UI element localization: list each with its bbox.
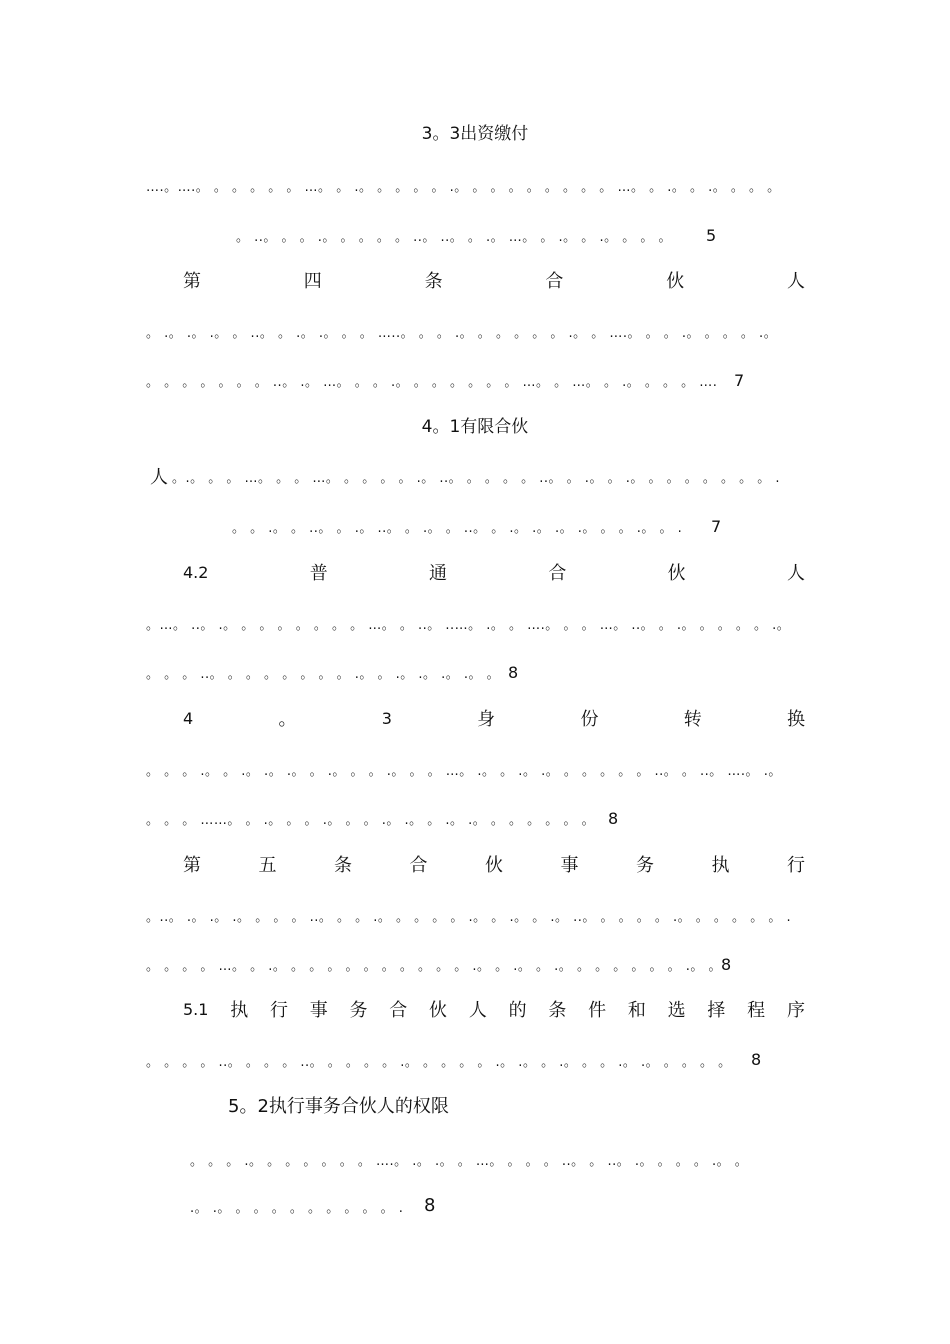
toc-title-char: 伙 [666, 271, 685, 292]
toc-title-char: 伙 [485, 855, 503, 876]
toc-title-char: 通 [429, 563, 448, 584]
toc-title-char: 条 [334, 855, 352, 876]
toc-title-char: 条 [548, 1000, 567, 1021]
toc-entry-title: 4。1有限合伙 [421, 417, 529, 437]
toc-title-char: 转 [683, 709, 702, 730]
toc-leader-dots: 。 。 。 ……。 。 .。 。 。 .。 。 。 .。 .。 。 .。 .。 。 。 。 。 。 。 [146, 813, 596, 828]
toc-leader-dots: 。 。 。 。 。 。 。 ..。 .。 …。 。 。 .。 。 。 。 。 。 。 …。 。 …。 。 .。 。 。 。 …. [146, 375, 718, 390]
toc-title-char: 人 [786, 271, 805, 292]
toc-title-char: 。 [278, 709, 297, 730]
toc-title-char: 第 [183, 271, 201, 292]
toc-title-char: 行 [787, 855, 805, 876]
toc-page-number: 8 [508, 663, 519, 682]
toc-page-number: 8 [721, 955, 732, 974]
toc-entry-title: 3。3出资缴付 [421, 124, 529, 144]
toc-title-char: 人 [468, 1000, 487, 1021]
toc-title-char: 行 [269, 1000, 288, 1021]
toc-title-char: 换 [786, 709, 805, 730]
toc-entry-title: 5。2执行事务合伙人的权限 [228, 1096, 449, 1117]
toc-leader-dots: .。 .。 。 。 。 。 。 。 。 。 。 . [190, 1201, 404, 1216]
toc-title-char: 合 [389, 1000, 408, 1021]
toc-page-number: 8 [424, 1195, 436, 1216]
toc-leader-dots: 。…。 ..。 .。 。 。 。 。 。 。 。 …。 。 ..。 ..…。 .。 。 ….。 。 。 …。 ..。 。 .。 。 。 。 。 .。 [146, 618, 791, 633]
toc-leader-dots: 。 。 。 ..。 。 。 。 。 。 。 。 .。 。 .。 .。 .。 .。 。 [146, 667, 501, 682]
toc-title-number: 4.2 [183, 563, 209, 582]
toc-title-char: 程 [747, 1000, 766, 1021]
toc-leader-dots: 。 。 .。 。 ..。 。 .。 ..。 。 .。 。 ..。 。 .。 .。 .。 .。 。 。 .。 。 . [232, 521, 683, 536]
toc-entry-title [183, 565, 805, 583]
toc-title-number: 5.1 [183, 1000, 209, 1019]
toc-entry-title [183, 1002, 805, 1020]
toc-title-char: 合 [409, 855, 428, 876]
toc-page-number: 8 [751, 1050, 762, 1069]
toc-title-char: 人 [786, 563, 805, 584]
toc-title-char: 普 [309, 563, 328, 584]
toc-title-char: 份 [580, 709, 599, 730]
toc-title-char: 和 [627, 1000, 646, 1021]
toc-entry-title [183, 273, 805, 291]
toc-leader-dots: 。 。 。 .。 。 。 。 。 。 。 ….。 .。 .。 。 …。 。 。 。 ..。 。 ..。 .。 。 。 。 .。 。 [190, 1154, 749, 1169]
toc-title-char: 件 [588, 1000, 607, 1021]
toc-title-char: 执 [230, 1000, 249, 1021]
toc-title-char: 第 [183, 855, 201, 876]
toc-leader-dots: 。.。 。 。 …。 。 。 …。 。 。 。 。 .。 ..。 。 。 。 。 ..。 。 .。 。 .。 。 。 。 。 。 。 。 . [172, 471, 781, 486]
toc-title-char: 合 [545, 271, 564, 292]
toc-title-char: 务 [349, 1000, 368, 1021]
toc-page-number: 8 [608, 809, 619, 828]
toc-leader-dots: 。 。 。 .。 。 .。 .。 .。 。 .。 。 。 .。 。 。 …。 .。 。 .。 .。 。 。 。 。 。 ..。 。 ..。 ….。 .。 [146, 764, 782, 779]
toc-leader-dots: 。 。 。 。 ..。 。 。 。 ..。 。 。 。 。 .。 。 。 。 。 .。 .。 。 .。 。 。 .。 .。 。 。 。 。 [146, 1055, 732, 1070]
toc-title-char: 合 [548, 563, 567, 584]
toc-title-char: 身 [477, 709, 496, 730]
toc-title-char: 伙 [667, 563, 686, 584]
toc-leader-dots: 。..。 .。 .。 .。 。 。 。 ..。 。 。 .。 。 。 。 。 .。 。 .。 。 .。 ..。 。 。 。 。 .。 。 。 。 。 。 . [146, 910, 792, 925]
toc-title-number: 3 [381, 709, 392, 728]
toc-title-char: 条 [424, 271, 443, 292]
toc-entry-title [183, 711, 805, 729]
toc-title-number: 4 [183, 709, 194, 728]
toc-title-char: 事 [560, 855, 579, 876]
toc-title-char: 伙 [429, 1000, 448, 1021]
toc-title-char: 务 [636, 855, 654, 876]
toc-entry-title [183, 857, 805, 875]
toc-leader-dots: ….。….。 。 。 。 。 。 …。 。 .。 。 。 。 。 .。 。 。 。 。 。 。 。 。 …。 。 .。 。 .。 。 。 。 [146, 180, 781, 195]
toc-leader-dots: 。 。 。 。 …。 。 .。 。 。 。 。 。 。 。 。 。 。 .。 。 .。 。 .。 。 。 。 。 。 。 .。 。 [146, 959, 722, 974]
toc-page-number: 7 [711, 517, 722, 536]
toc-title-char: 五 [258, 855, 277, 876]
toc-leader-dots: 。 .。 .。 .。 。 ..。 。 .。 .。 。 。 …..。 。 。 .。 。 。 。 。 。 .。 。 ….。 。 。 .。 。 。 。 .。 [146, 326, 778, 341]
toc-title-char: 的 [508, 1000, 527, 1021]
toc-title-char: 四 [303, 271, 322, 292]
toc-page-number: 7 [734, 371, 745, 390]
toc-title-char: 序 [786, 1000, 805, 1021]
toc-title-char: 事 [309, 1000, 328, 1021]
toc-title-char: 执 [711, 855, 730, 876]
toc-leader-dots: 。 ..。 。 。 .。 。 。 。 。 ..。 ..。 。 .。 …。 。 .。 。 .。 。 。 。 [236, 230, 672, 245]
toc-title-char: 选 [667, 1000, 686, 1021]
toc-page-number: 5 [706, 226, 717, 245]
toc-title-char: 择 [707, 1000, 726, 1021]
toc-title-continuation: 人 [150, 467, 168, 488]
